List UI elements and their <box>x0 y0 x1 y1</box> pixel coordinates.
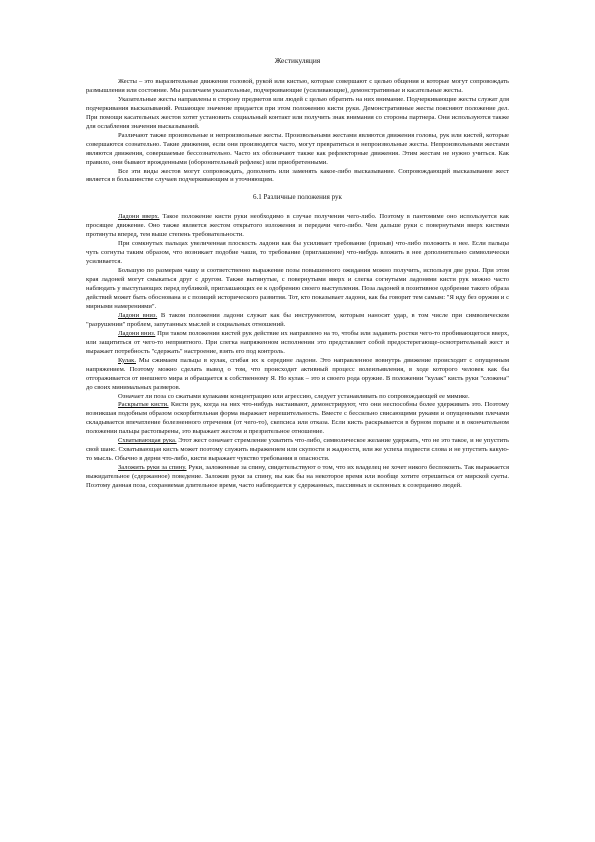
paragraph-text: Такое положение кисти руки необходимо в случае получения чего-либо. Поэтому в пантомиме оно используется как просящее движение. Оно также является жестом открытого изложения и передачи чего-либо. Чем дальше руки с повернутыми вверх кистями протянуты вперед, тем выше степень требовательности. <box>86 213 509 239</box>
intro-paragraph: Все эти виды жестов могут сопровождать, дополнять или заменять какое-либо высказывание. Сопровождающий высказывание жест является в большинстве случаев подчеркивающим и уточняющим. <box>86 167 509 184</box>
section-paragraph <box>86 437 509 464</box>
section-paragraph <box>86 240 509 267</box>
paragraph-text: Руки, заложенные за спину, свидетельствуют о том, что их владелец не хочет никого беспокоить. Так выражается выжидательное (сдержанное) поведение. Заложив руки за спину, вы как бы на некоторое время или вообще хотите отрешиться от мирской суеты. Поэтому данная поза, сохраняемая длительное время, часто наблюдается у сдержанных, пассивных и склонных к созерцанию людей. <box>86 464 510 490</box>
paragraph-text: Большую по размерам чашу и соответственно выражение позы повышенного ожидания можно получить, используя две руки. При этом края ладоней могут смыкаться друг с другом. Также вытянутые, с повернутыми вверх и слегка согнутыми ладонями кисти рук можно часто наблюдать у выступающих перед публикой, приглашающих ее к одобрению своего выступления. Поза ладоней в позитивное одобрение такого образа действий может быть обоснована и с позиций исторического развития. Тот, кто показывает ладони, как бы говорит тем самым: "Я иду без оружия и с мирными намерениями". <box>86 267 509 310</box>
paragraph-text: При сомкнутых пальцах увеличенная плоскость ладони как бы усиливает требование (призыв) что-либо положить в нее. Если пальцы чуть согнуты таким образом, что возникает подобие чаши, то требование (приглашение) что-нибудь вложить в нее дополнительно символически усиливается. <box>86 240 509 266</box>
section-paragraph <box>86 267 509 312</box>
paragraph-term: Раскрытые кисти. <box>118 401 169 409</box>
paragraph-text: В таком положении ладони служат как бы инструментом, которым наносят удар, в том числе при символическом "разрушении" проблем, запутанных мыслей и социальных отношений. <box>86 311 509 328</box>
paragraph-text: При таком положении кистей рук действие их направлено на то, чтобы или задавить ростки чего-то пробивающегося вверх, или защититься от чего-то неприятного. При слегка напряженном исполнении это представляет собой предостерегающе-осмотрительный жест и выражает потребность "сдержать" настроение, взять его под контроль. <box>86 329 509 355</box>
document-title: Жестикуляция <box>274 56 321 65</box>
section-paragraph <box>86 312 509 330</box>
paragraph-term: Схватывающая рука. <box>118 437 177 445</box>
paragraph-text: Означает ли поза со сжатыми кулаками концентрацию или агрессию, следует устанавливать по сопровождающей ее мимике. <box>118 392 470 400</box>
section-paragraph <box>86 464 509 491</box>
section-paragraph <box>86 357 509 393</box>
paragraph-term: Ладони вниз. <box>118 329 156 337</box>
paragraph-term: Кулак. <box>118 356 136 364</box>
intro-paragraph: Жесты – это выразительные движения головой, рукой или кистью, которые совершают с целью общения и которые могут сопровождать размышления или состояние. Мы различаем указательные, подчеркивающие (усиливающие), демонстративные и касательные жесты. <box>86 78 509 94</box>
paragraph-text: Мы сжимаем пальцы в кулак, сгибая их к середине ладони. Это направленное вовнутрь движение происходит с опущенным напряжением. Поэтому можно сделать вывод о том, что происходит активный процесс волеизъявления, в ходе которого человек как бы отгораживается от внешнего мира и обращается к собственному Я. Но кулак – это и своего рода оружие. В положении "кулак" кисть руки "сложена" до своих минимальных размеров. <box>86 356 509 391</box>
paragraph-text: Кисти рук, когда на них что-нибудь настаивают, демонстрируют, что они неспособны более удерживать это. Поэтому возникшая подобным образом оскорбительная форма выражает нерешительность. Вместе с бессильно свисающими руками и опущенными плечами складывается впечатление болезненного отречения (от чего-то), скепсиса или отказа. Если кисть раскрывается в бурном порыве и в окончательном положении пальцы растопырены, это выражает жестом и презрительное отношение. <box>86 401 509 436</box>
paragraph-term: Ладони вниз. <box>118 311 158 319</box>
section-paragraph <box>86 330 509 357</box>
paragraph-term: Ладони вверх. <box>118 213 160 221</box>
section-paragraph <box>86 393 509 402</box>
paragraph-term: Заложить руки за спину. <box>118 464 187 472</box>
section-title: 6.1 Различные положения рук <box>253 193 342 202</box>
paragraph-text: Этот жест означает стремление ухватить что-либо, символическое желание удержать, что не это такое, и не упустить свой шанс. Схватывающая кисть может поэтому служить выражением или скупости и жадности, или же успеха подвести слова и не упустить какую-то мысль. Обычно в дерни что-либо, кисти выражает чувство требования в опасности. <box>86 437 509 463</box>
section-paragraph <box>86 213 509 240</box>
intro-paragraph: Различают также произвольные и непроизвольные жесты. Произвольными жестами являются движения головы, рук или кистей, которые совершаются сознательно. Такие движения, если они производятся часто, могут превратиться в непроизвольные жесты. Непроизвольными жестами являются движения, совершаемые бессознательно. Часто их обозначают также как рефлекторные движения. Этим жестам не нужно учиться. Как правило, они бывают врожденными (оборонительный рефлекс) или приобретенными. <box>86 131 509 166</box>
section-paragraph <box>86 401 509 437</box>
intro-paragraph: Указательные жесты направлены в сторону предметов или людей с целью обратить на них внимание. Подчеркивающие жесты служат для подчеркивания высказываний. Решающее значение придается при этом положению кисти руки. Демонстративные жесты поясняют положение дел. При помощи касательных жестов хотят установить социальный контакт или получить знак внимания со стороны партнера. Они используются также для ослабления значения высказываний. <box>86 95 509 130</box>
